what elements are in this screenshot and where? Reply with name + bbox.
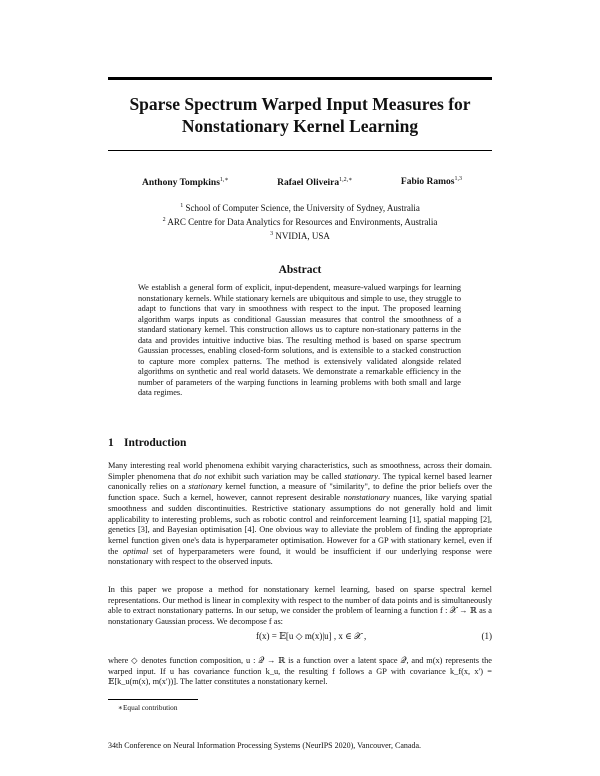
author-2-marks: 1,2,∗ — [339, 177, 353, 183]
intro-paragraph-3: where ◇ denotes function composition, u : 𝒬 → ℝ is a function over a latent space 𝒬, and m(x) represents the warped input. If u has covariance function k_u, the resulting f follows a GP with covariance k_f(x, x′) = 𝔼[k_u(m(x), m(x′))]. The latter constitutes a nonstationary kernel. — [108, 656, 492, 687]
title-bottom-rule — [108, 150, 492, 151]
affiliations — [108, 200, 492, 242]
p1-emphasis-c: stationary — [188, 482, 223, 492]
affiliation-3 — [108, 228, 492, 242]
affiliation-2 — [108, 214, 492, 228]
author-2-name: Rafael Oliveira — [277, 178, 340, 189]
abstract-heading: Abstract — [278, 264, 322, 276]
p1-emphasis-a: do not — [193, 471, 216, 481]
p1-text-d: kernel function, a measure of "similarity", to define the prior beliefs over the function space. Such a kernel, however, cannot represent desirable — [108, 482, 493, 503]
footnote: ∗Equal contribution — [118, 703, 178, 712]
intro-paragraph-1 — [108, 461, 492, 568]
affiliation-2-text: ARC Centre for Data Analytics for Resources and Environments, Australia — [167, 217, 438, 227]
intro-paragraph-2: In this paper we propose a method for nonstationary kernel learning, based on sparse spectral kernel representations. Our method is linear in complexity with respect to the number of data points and is simultaneously able to extract nonstationary patterns. In our setup, we consider the problem of learning a function f : 𝒳 → ℝ as a nonstationary Gaussian process. We decompose f as: — [108, 585, 492, 627]
section-title: Introduction — [124, 437, 187, 449]
affiliation-2-mark: 2 — [162, 217, 166, 223]
p1-text-c: . The typical kernel based learner canonically relies on a — [108, 471, 493, 492]
affiliation-3-mark: 3 — [270, 231, 274, 237]
p1-emphasis-b: stationary — [344, 471, 378, 481]
abstract-text: We establish a general form of explicit, input-dependent, measure-valued warpings for learning nonstationary kernels. While stationary kernels are ubiquitous and simple to use, they struggle to adapt to functions that vary in smoothness with respect to the input. The proposed learning algorithm warps inputs as conditional Gaussian measures that control the smoothness of a standard stationary kernel. This construction allows us to capture non-stationary patterns in the data and provides intuitive inductive bias. The resulting method is based on sparse spectrum Gaussian processes, enabling closed-form solutions, and is extensible to a stacked construction to capture more complex patterns. The method is extensively validated alongside related algorithms on synthetic and real world datasets. We demonstrate a remarkable efficiency in the number of parameters of the warping functions in learning problems with both small and large data regimes. — [138, 283, 461, 397]
author-3 — [401, 176, 462, 188]
affiliation-3-text: NVIDIA, USA — [275, 231, 330, 241]
title-line-1: Sparse Spectrum Warped Input Measures for — [129, 94, 471, 114]
p1-text-f: set of hyperparameters were found, it would be insufficient if our underlying response were nonstationary with respect to the observed inputs. — [108, 546, 492, 567]
affiliation-1-text: School of Computer Science, the University of Sydney, Australia — [185, 203, 420, 213]
affiliation-1 — [108, 200, 492, 214]
author-1 — [142, 176, 228, 188]
footnote-rule — [108, 699, 198, 700]
section-heading — [108, 437, 186, 449]
author-1-marks: 1,∗ — [219, 177, 229, 183]
author-3-name: Fabio Ramos — [400, 177, 455, 188]
p1-text-a: Many interesting real world phenomena exhibit varying characteristics, such as smoothness, across their domain. Simpler phenomena that — [108, 461, 492, 481]
title-top-rule — [108, 77, 492, 80]
p1-emphasis-e: optimal — [122, 546, 149, 556]
p1-emphasis-d: nonstationary — [343, 493, 390, 503]
equation-number: (1) — [481, 631, 492, 641]
section-number: 1 — [108, 437, 114, 449]
paper-title — [108, 93, 492, 137]
author-1-name: Anthony Tompkins — [142, 178, 220, 189]
author-2 — [277, 176, 352, 188]
author-list — [142, 176, 462, 188]
title-line-2: Nonstationary Kernel Learning — [181, 116, 419, 136]
author-3-marks: 1,3 — [454, 176, 462, 182]
p1-text-b: exhibit such variation may be called — [215, 471, 345, 481]
p1-text-e: nuances, like varying spatial smoothness and sudden discontinuities. Restrictive stationary assumptions do not generally hold and limit applicability to interesting problems, such as robotic control and reinforcement learning [1], spatial mapping [2], genetics [3], and Bayesian optimisation [4]. One obvious way to alleviate the problem of finding the appropriate kernel function given one's data is hyperparameter optimisation. However for a GP with stationary kernel, even if the — [108, 493, 493, 556]
venue-footer: 34th Conference on Neural Information Processing Systems (NeurIPS 2020), Vancouver, Canada. — [108, 741, 422, 750]
equation-expression: f(x) = 𝔼[u ◇ m(x)|u] , x ∈ 𝒳 , — [256, 631, 367, 641]
affiliation-1-mark: 1 — [180, 203, 184, 209]
